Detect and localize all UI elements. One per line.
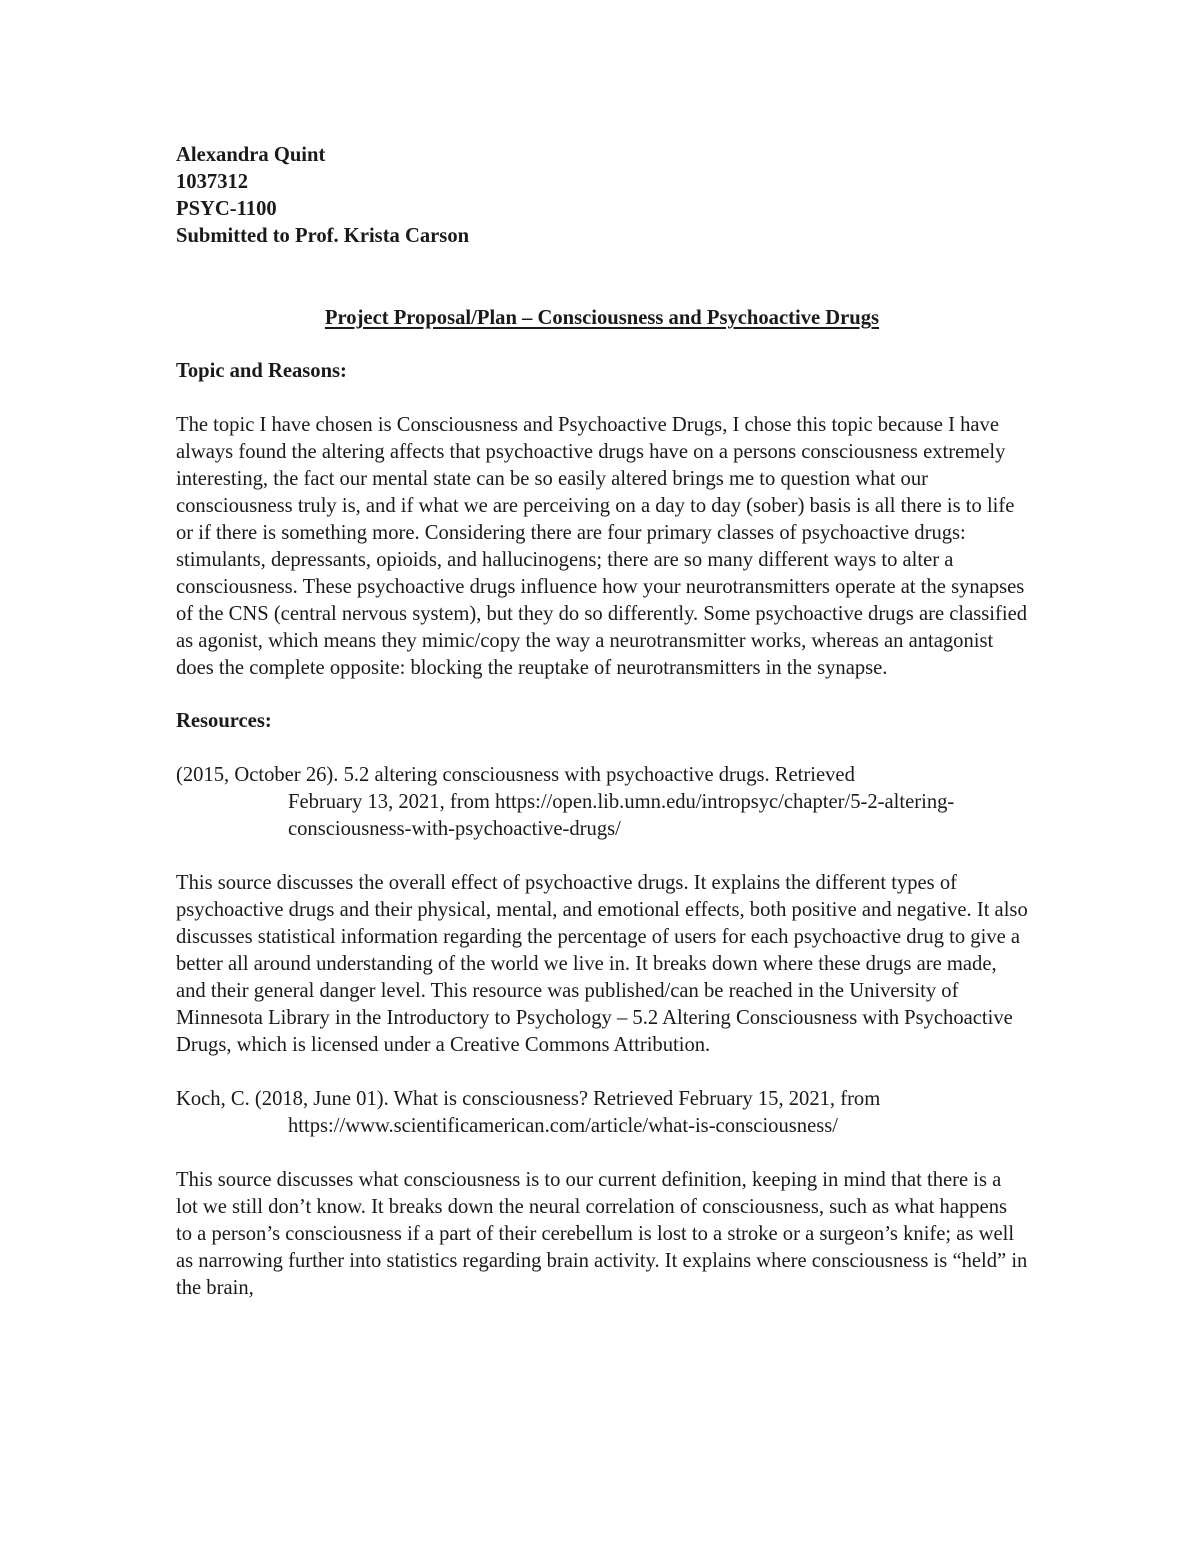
reference-1-annotation: This source discusses the overall effect of psychoactive drugs. It explains the different types of psychoactive drugs and their physical, mental, and emotional effects, both positive and negative. It also discusses statistical information regarding the percentage of users for each psychoactive drug to give a better all around understanding of the world we live in. It breaks down where these drugs are made, and their general danger level. This resource was published/can be reached in the University of Minnesota Library in the Introductory to Psychology – 5.2 Altering Consciousness with Psychoactive Drugs, which is licensed under a Creative Commons Attribution.: [176, 872, 1028, 1056]
document-title: Project Proposal/Plan – Consciousness and Psychoactive Drugs: [324, 307, 880, 329]
topic-heading: Topic and Reasons:: [176, 360, 347, 382]
reference-1-line-2: February 13, 2021, from https://open.lib.umn.edu/intropsyc/chapter/5-2-altering-: [288, 791, 955, 813]
student-id: 1037312: [176, 171, 249, 193]
topic-paragraph: The topic I have chosen is Consciousness and Psychoactive Drugs, I chose this topic because I have always found the altering affects that psychoactive drugs have on a persons consciousness extremely interesting, the fact our mental state can be so easily altered brings me to question what our consciousness truly is, and if what we are perceiving on a day to day (sober) basis is all there is to life or if there is something more. Considering there are four primary classes of psychoactive drugs: stimulants, depressants, opioids, and hallucinogens; there are so many different ways to alter a consciousness. These psychoactive drugs influence how your neurotransmitters operate at the synapses of the CNS (central nervous system), but they do so differently. Some psychoactive drugs are classified as agonist, which means they mimic/copy the way a neurotransmitter works, whereas an antagonist does the complete opposite: blocking the reuptake of neurotransmitters in the synapse.: [176, 414, 1027, 679]
author-name: Alexandra Quint: [176, 144, 326, 166]
document-body: [176, 142, 1028, 1302]
reference-2-line-2: https://www.scientificamerican.com/article/what-is-consciousness/: [288, 1115, 838, 1137]
submitted-to: Submitted to Prof. Krista Carson: [176, 225, 470, 247]
reference-2-line-1: Koch, C. (2018, June 01). What is consciousness? Retrieved February 15, 2021, from: [176, 1088, 881, 1110]
resources-heading: Resources:: [176, 710, 272, 732]
course-code: PSYC-1100: [176, 198, 277, 220]
reference-1-line-3: consciousness-with-psychoactive-drugs/: [288, 818, 621, 840]
reference-1-line-1: (2015, October 26). 5.2 altering consciousness with psychoactive drugs. Retrieved: [176, 764, 855, 786]
reference-entry-1: [176, 762, 1028, 843]
author-header: [176, 142, 1028, 250]
reference-2-annotation: This source discusses what consciousness is to our current definition, keeping in mind that there is a lot we still don’t know. It breaks down the neural correlation of consciousness, such as what happens to a person’s consciousness if a part of their cerebellum is lost to a stroke or a surgeon’s knife; as well as narrowing further into statistics regarding brain activity. It explains where consciousness is “held” in the brain,: [176, 1169, 1028, 1299]
reference-entry-2: [176, 1086, 1028, 1140]
